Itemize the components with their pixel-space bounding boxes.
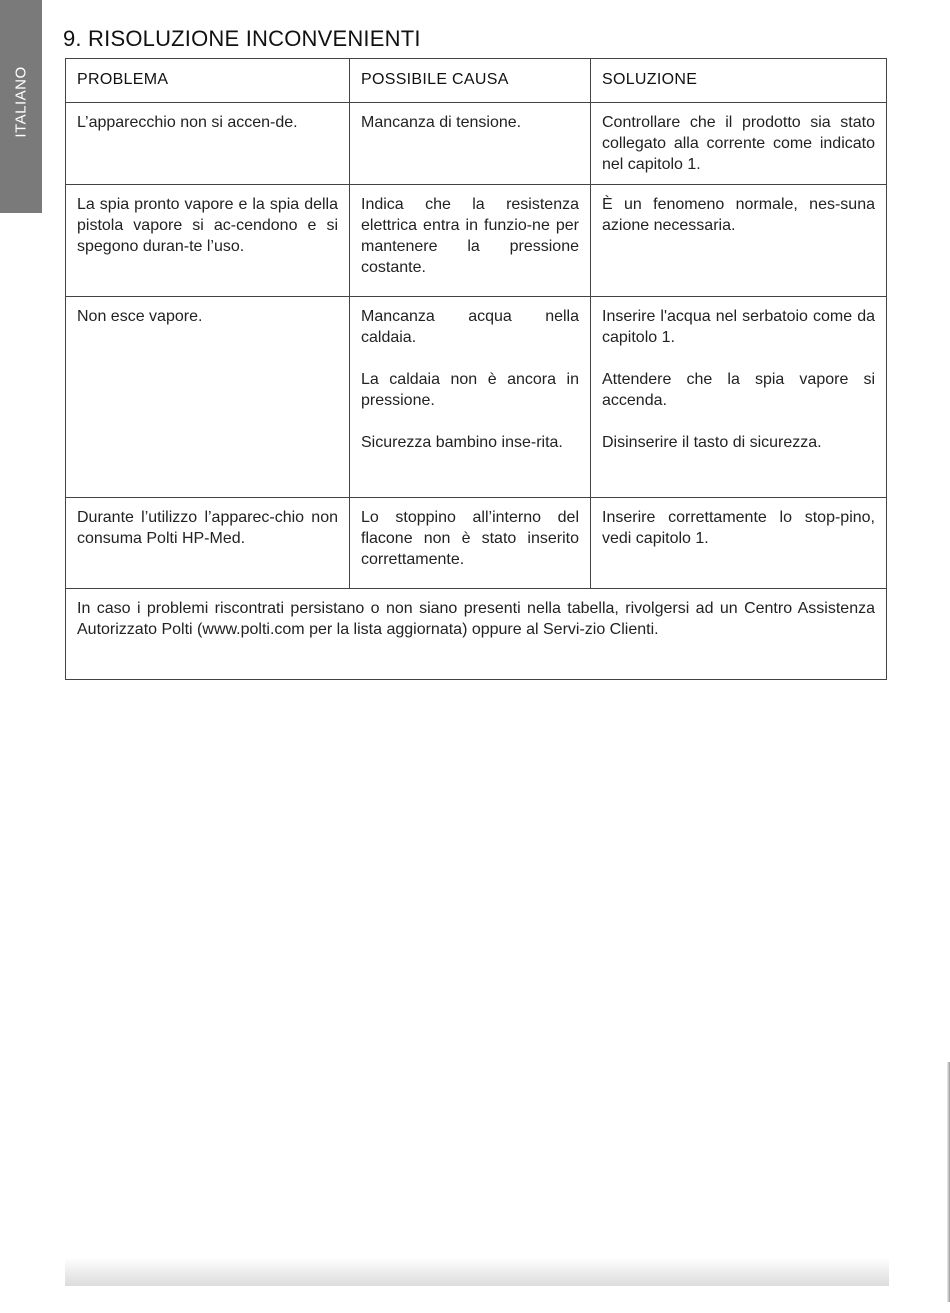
causa-text: Indica che la resistenza elettrica entra in funzio-ne per mantenere la pressione costante. xyxy=(361,196,579,276)
language-label: ITALIANO xyxy=(12,66,30,138)
header-soluzione-label: SOLUZIONE xyxy=(602,71,698,88)
cell-problema xyxy=(66,185,350,297)
cell-causa xyxy=(350,185,591,297)
header-causa-label: POSSIBILE CAUSA xyxy=(361,71,509,88)
cell-soluzione xyxy=(591,297,887,498)
problema-text: Non esce vapore. xyxy=(77,308,203,325)
cell-causa xyxy=(350,103,591,185)
table-row xyxy=(66,297,887,498)
section-title: 9. RISOLUZIONE INCONVENIENTI xyxy=(63,26,421,51)
header-problema xyxy=(66,59,350,103)
cell-problema xyxy=(66,297,350,498)
causa-text: Mancanza acqua nella caldaia. xyxy=(361,308,579,346)
table-row xyxy=(66,498,887,589)
table-note-row xyxy=(66,589,887,680)
problema-text: La spia pronto vapore e la spia della pistola vapore si ac-cendono e si spegono duran-te l’uso. xyxy=(77,196,338,255)
footer-bar xyxy=(65,1258,889,1286)
causa-text: Sicurezza bambino inse-rita. xyxy=(361,434,563,451)
problema-text: L’apparecchio non si accen-de. xyxy=(77,114,298,131)
cell-problema xyxy=(66,103,350,185)
cell-note xyxy=(66,589,887,680)
problema-text: Durante l’utilizzo l’apparec-chio non consuma Polti HP-Med. xyxy=(77,509,338,547)
table-row xyxy=(66,103,887,185)
soluzione-text: Attendere che la spia vapore si accenda. xyxy=(602,371,875,409)
note-text: In caso i problemi riscontrati persistano o non siano presenti nella tabella, rivolgersi ad un Centro Assistenza Autorizzato Polti (www.polti.com per la lista aggiornata) oppure al Servi-zio Clienti. xyxy=(77,600,875,638)
cell-causa xyxy=(350,297,591,498)
soluzione-text: Controllare che il prodotto sia stato collegato alla corrente come indicato nel capitolo 1. xyxy=(602,114,875,173)
causa-text: Lo stoppino all’interno del flacone non è stato inserito correttamente. xyxy=(361,509,579,568)
cell-problema xyxy=(66,498,350,589)
soluzione-text: Inserire correttamente lo stop-pino, vedi capitolo 1. xyxy=(602,509,875,547)
language-side-tab xyxy=(0,0,42,213)
cell-soluzione xyxy=(591,498,887,589)
soluzione-text: Disinserire il tasto di sicurezza. xyxy=(602,434,822,451)
causa-text: Mancanza di tensione. xyxy=(361,114,522,131)
cell-soluzione xyxy=(591,185,887,297)
header-causa xyxy=(350,59,591,103)
cell-causa xyxy=(350,498,591,589)
cell-soluzione xyxy=(591,103,887,185)
troubleshooting-table xyxy=(65,58,887,680)
header-soluzione xyxy=(591,59,887,103)
table-header-row xyxy=(66,59,887,103)
header-problema-label: PROBLEMA xyxy=(77,71,169,88)
table-row xyxy=(66,185,887,297)
soluzione-text: È un fenomeno normale, nes-suna azione necessaria. xyxy=(602,196,875,234)
causa-text: La caldaia non è ancora in pressione. xyxy=(361,371,579,409)
soluzione-text: Inserire l'acqua nel serbatoio come da capitolo 1. xyxy=(602,308,875,346)
